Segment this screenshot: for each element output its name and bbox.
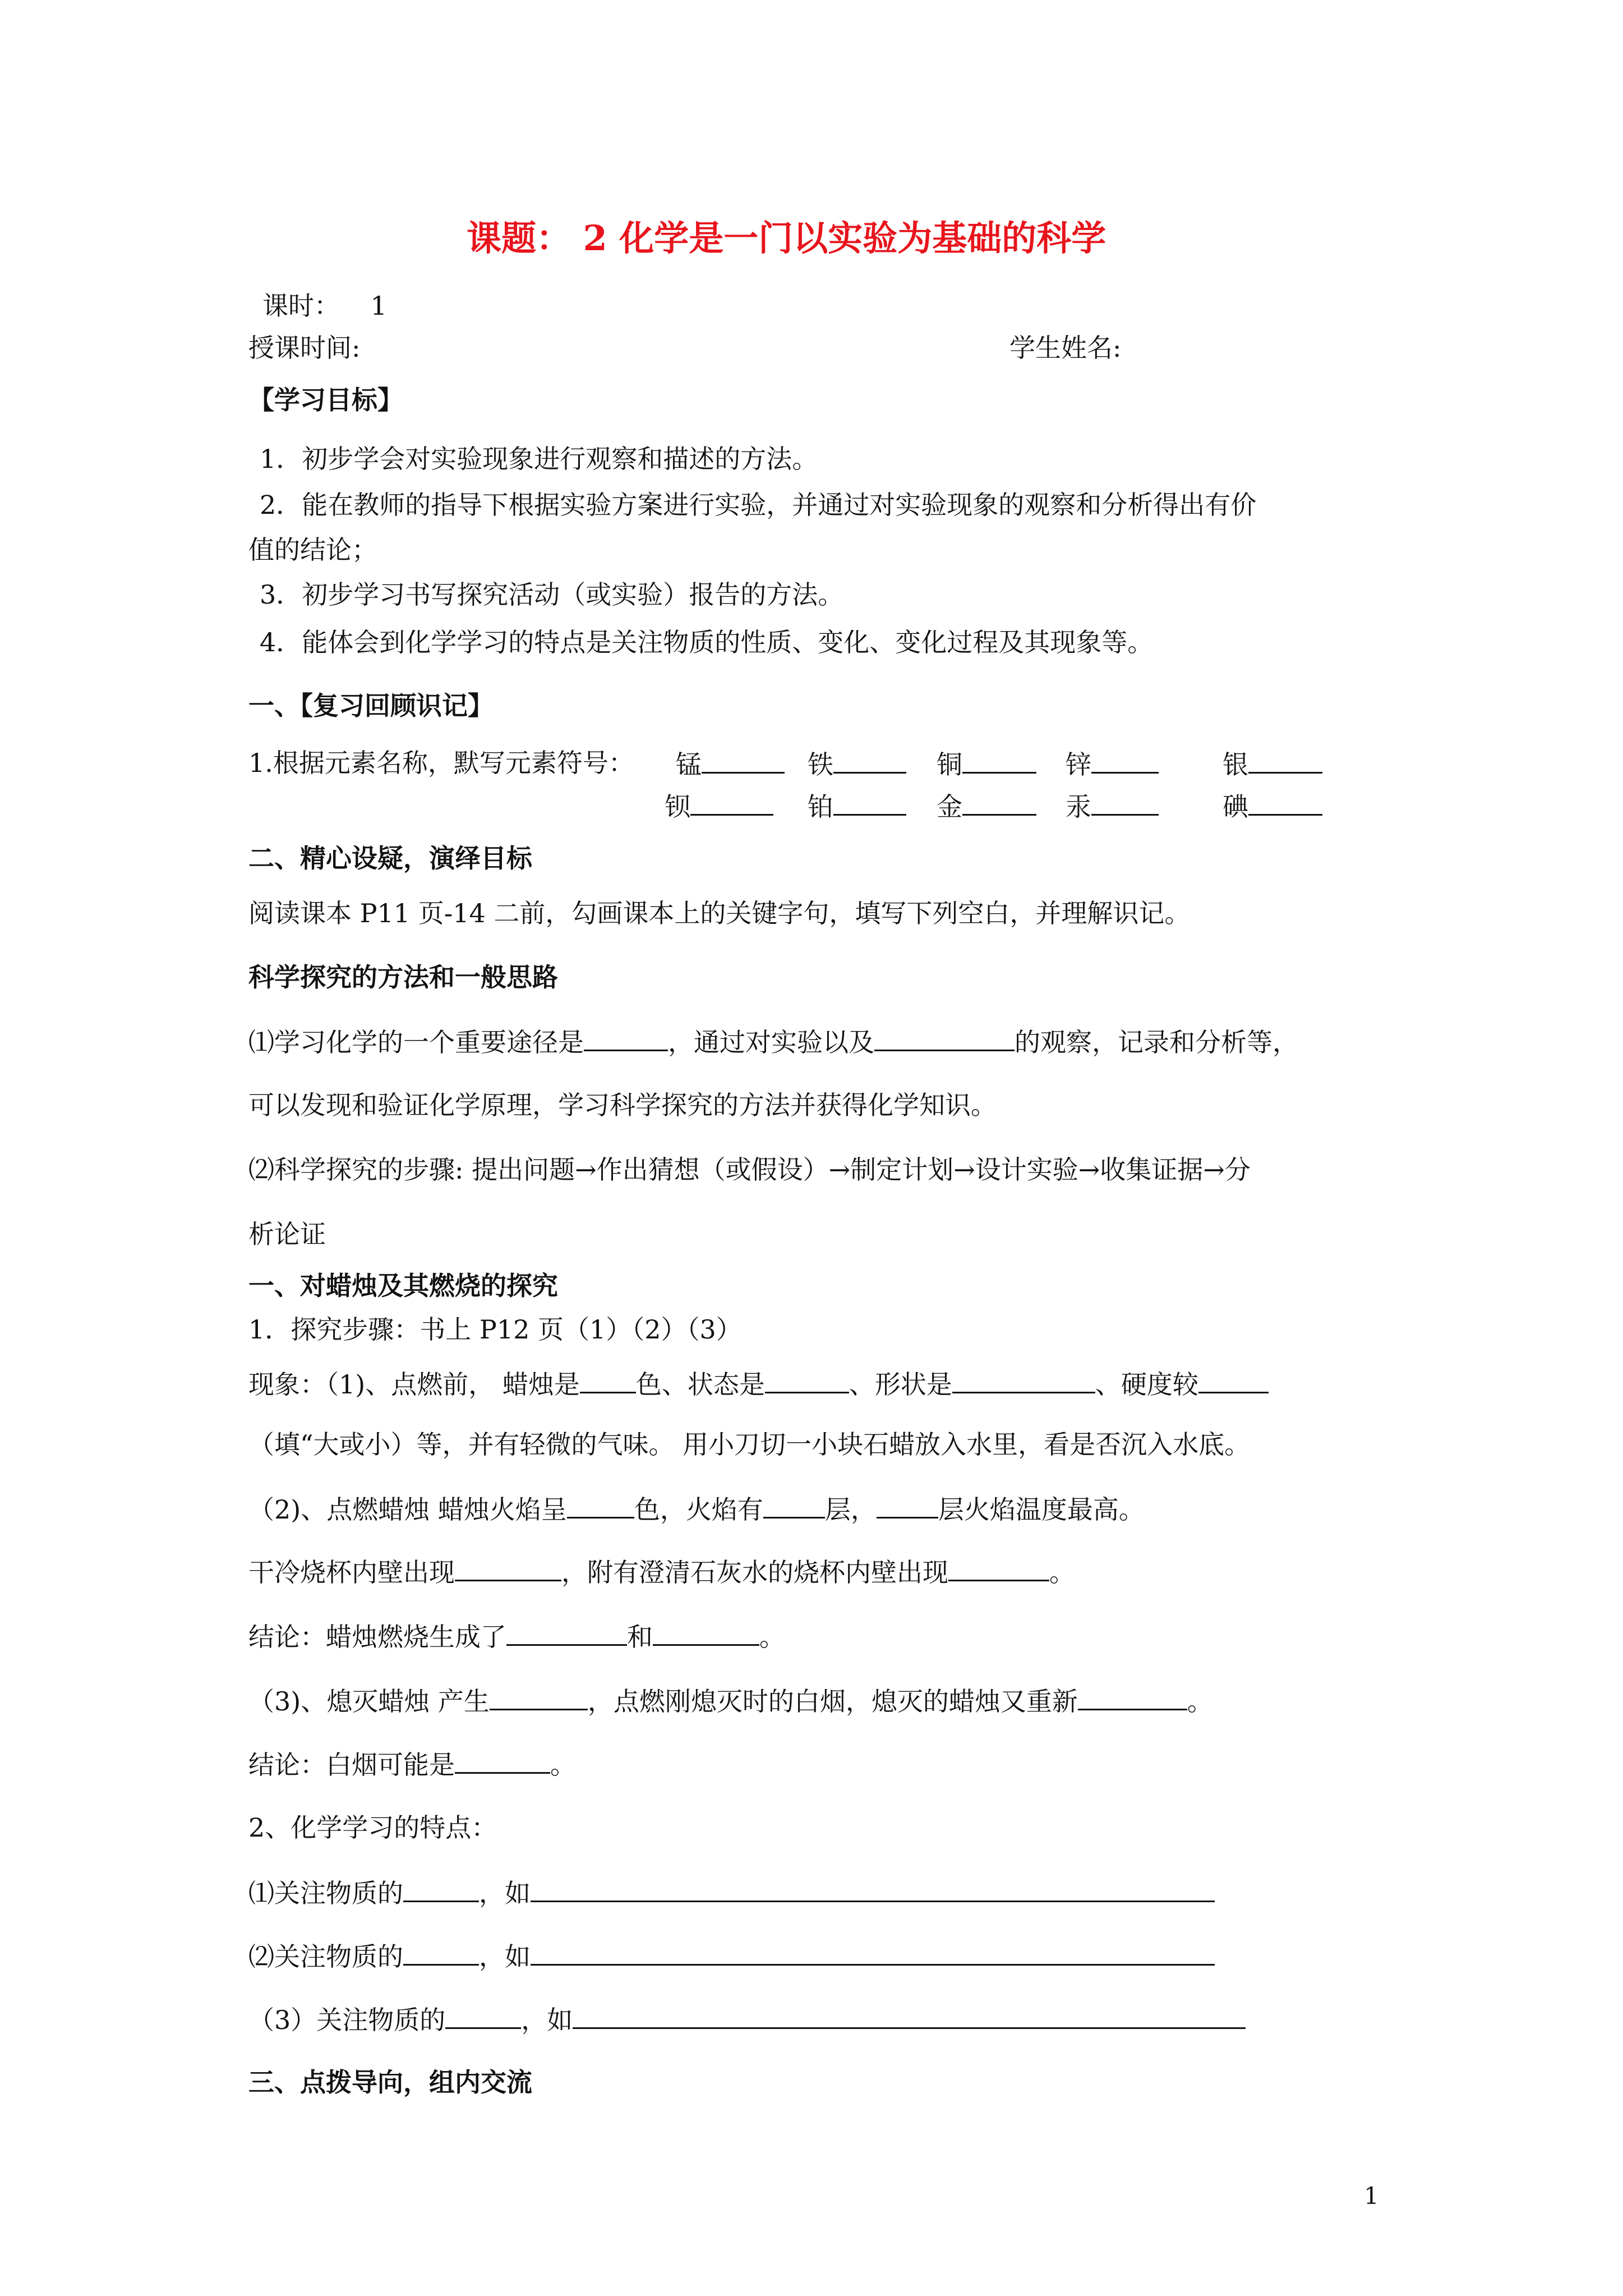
element-name: 钡 bbox=[665, 792, 690, 822]
element-zinc bbox=[1066, 746, 1159, 781]
features-heading: 2、化学学习的特点： bbox=[248, 1812, 497, 1843]
goal-item-1: 1．初步学会对实验现象进行观察和描述的方法。 bbox=[260, 444, 818, 474]
text: 层， bbox=[824, 1494, 877, 1525]
review-prompt: 1.根据元素名称，默写元素符号： bbox=[248, 748, 634, 778]
method-point-1-cont: 可以发现和验证化学原理，学习科学探究的方法并获得化学知识。 bbox=[248, 1090, 997, 1120]
feature-1 bbox=[248, 1875, 1215, 1910]
element-name: 汞 bbox=[1066, 792, 1091, 822]
answer-blank[interactable] bbox=[445, 2001, 521, 2029]
answer-blank[interactable] bbox=[1248, 746, 1322, 774]
answer-blank[interactable] bbox=[403, 1938, 479, 1966]
answer-blank[interactable] bbox=[1091, 788, 1159, 816]
answer-blank[interactable] bbox=[1078, 1683, 1187, 1710]
answer-blank[interactable] bbox=[833, 746, 906, 774]
text: 层火焰温度最高。 bbox=[938, 1494, 1145, 1525]
phenomenon-1 bbox=[248, 1366, 1269, 1401]
method-point-2-cont: 析论证 bbox=[248, 1219, 326, 1249]
element-iodine bbox=[1223, 788, 1322, 823]
conclusion-2 bbox=[248, 1746, 576, 1782]
element-manganese bbox=[676, 746, 785, 781]
student-name-label: 学生姓名: bbox=[1009, 333, 1122, 363]
text: 结论：白烟可能是 bbox=[248, 1750, 455, 1780]
answer-blank[interactable] bbox=[1248, 788, 1322, 816]
page-title: 课题： 2 化学是一门以实验为基础的科学 bbox=[467, 218, 1106, 259]
text: 干冷烧杯内壁出现 bbox=[248, 1557, 455, 1588]
teaching-time-label: 授课时间: bbox=[248, 333, 361, 363]
goal-item-4: 4．能体会到化学学习的特点是关注物质的性质、变化、变化过程及其现象等。 bbox=[260, 627, 1154, 657]
text: 、硬度较 bbox=[1095, 1369, 1198, 1400]
phenomenon-4 bbox=[248, 1683, 1213, 1718]
conclusion-1 bbox=[248, 1618, 785, 1654]
text: ，附有澄清石灰水的烧杯内壁出现 bbox=[561, 1557, 948, 1588]
phenomenon-2 bbox=[248, 1491, 1145, 1526]
answer-blank[interactable] bbox=[455, 1554, 561, 1581]
text: 。 bbox=[1049, 1557, 1075, 1588]
text: 色，火焰有 bbox=[634, 1494, 763, 1525]
element-gold bbox=[937, 788, 1036, 823]
answer-blank[interactable] bbox=[584, 1024, 668, 1051]
reading-instruction: 阅读课本 P11 页-14 二前，勾画课本上的关键字句，填写下列空白，并理解识记。 bbox=[248, 898, 1191, 928]
element-name: 碘 bbox=[1223, 792, 1248, 822]
answer-blank[interactable] bbox=[1091, 746, 1159, 774]
review-heading: 一、【复习回顾识记】 bbox=[248, 691, 494, 721]
text: 和 bbox=[627, 1622, 653, 1652]
text: 色、状态是 bbox=[635, 1369, 765, 1400]
answer-blank[interactable] bbox=[1198, 1366, 1269, 1393]
element-name: 锌 bbox=[1066, 749, 1091, 780]
text: （3)、熄灭蜡烛 产生 bbox=[248, 1686, 490, 1717]
answer-blank[interactable] bbox=[580, 1366, 636, 1393]
phenomenon-1-cont: （填“大或小）等，并有轻微的气味。 用小刀切一小块石蜡放入水里，看是否沉入水底。 bbox=[248, 1429, 1251, 1460]
goal-item-2-cont: 值的结论； bbox=[248, 535, 377, 565]
phenomenon-3 bbox=[248, 1554, 1075, 1589]
goals-heading: 【学习目标】 bbox=[248, 385, 403, 415]
answer-blank[interactable] bbox=[690, 788, 773, 816]
text: （3）关注物质的 bbox=[248, 2005, 446, 2035]
method-subheading: 科学探究的方法和一般思路 bbox=[248, 962, 558, 992]
text: 现象：（1)、点燃前， 蜡烛是 bbox=[248, 1369, 580, 1400]
answer-blank[interactable] bbox=[952, 1366, 1095, 1393]
answer-blank[interactable] bbox=[573, 2001, 1246, 2029]
lesson-label-text: 课时： bbox=[262, 291, 340, 321]
text: ⑴关注物质的 bbox=[248, 1878, 403, 1908]
answer-blank[interactable] bbox=[877, 1491, 938, 1519]
text: 结论：蜡烛燃烧生成了 bbox=[248, 1622, 506, 1652]
element-copper bbox=[937, 746, 1036, 781]
element-silver bbox=[1223, 746, 1322, 781]
element-name: 铁 bbox=[808, 749, 833, 780]
element-name: 铂 bbox=[808, 792, 833, 822]
element-name: 铜 bbox=[937, 749, 962, 780]
answer-blank[interactable] bbox=[490, 1683, 588, 1710]
answer-blank[interactable] bbox=[653, 1618, 759, 1646]
text: （2)、点燃蜡烛 蜡烛火焰呈 bbox=[248, 1494, 567, 1525]
candle-heading: 一、对蜡烛及其燃烧的探究 bbox=[248, 1271, 558, 1301]
element-iron bbox=[808, 746, 906, 781]
element-name: 金 bbox=[937, 792, 962, 822]
answer-blank[interactable] bbox=[962, 746, 1036, 774]
feature-3 bbox=[248, 2001, 1246, 2037]
section3-heading: 三、点拨导向，组内交流 bbox=[248, 2067, 532, 2097]
answer-blank[interactable] bbox=[763, 1491, 825, 1519]
answer-blank[interactable] bbox=[455, 1746, 550, 1774]
feature-2 bbox=[248, 1938, 1215, 1973]
element-name: 银 bbox=[1223, 749, 1248, 780]
section2-heading: 二、精心设疑，演绎目标 bbox=[248, 843, 532, 873]
text: 、形状是 bbox=[849, 1369, 952, 1400]
answer-blank[interactable] bbox=[567, 1491, 634, 1519]
answer-blank[interactable] bbox=[833, 788, 906, 816]
text: ⑵关注物质的 bbox=[248, 1941, 403, 1972]
answer-blank[interactable] bbox=[506, 1618, 627, 1646]
answer-blank[interactable] bbox=[948, 1554, 1049, 1581]
text: ，如 bbox=[479, 1941, 531, 1972]
answer-blank[interactable] bbox=[962, 788, 1036, 816]
element-name: 锰 bbox=[676, 749, 702, 780]
answer-blank[interactable] bbox=[531, 1938, 1215, 1966]
answer-blank[interactable] bbox=[403, 1875, 479, 1902]
text: ，如 bbox=[479, 1878, 531, 1908]
lesson-label bbox=[262, 289, 387, 323]
goal-item-3: 3．初步学习书写探究活动（或实验）报告的方法。 bbox=[260, 579, 844, 610]
answer-blank[interactable] bbox=[531, 1875, 1215, 1902]
element-barium bbox=[665, 788, 773, 823]
page-number: 1 bbox=[1364, 2182, 1379, 2210]
element-platinum bbox=[808, 788, 906, 823]
element-mercury bbox=[1066, 788, 1159, 823]
text: 。 bbox=[759, 1622, 785, 1652]
method-point-2: ⑵科学探究的步骤: 提出问题→作出猜想（或假设）→制定计划→设计实验→收集证据→分 bbox=[248, 1154, 1251, 1185]
text: 。 bbox=[550, 1750, 576, 1780]
text: ⑴学习化学的一个重要途径是 bbox=[248, 1027, 584, 1057]
goal-item-2: 2．能在教师的指导下根据实验方案进行实验，并通过对实验现象的观察和分析得出有价 bbox=[260, 490, 1257, 520]
answer-blank[interactable] bbox=[874, 1024, 1015, 1051]
text: ，如 bbox=[521, 2005, 573, 2035]
text: ，点燃刚熄灭时的白烟，熄灭的蜡烛又重新 bbox=[587, 1686, 1078, 1717]
answer-blank[interactable] bbox=[765, 1366, 849, 1393]
candle-steps: 1．探究步骤：书上 P12 页（1）（2）（3） bbox=[248, 1314, 742, 1345]
answer-blank[interactable] bbox=[702, 746, 785, 774]
lesson-value: 1 bbox=[370, 291, 387, 321]
text: 。 bbox=[1187, 1686, 1213, 1717]
text: 的观察，记录和分析等， bbox=[1015, 1027, 1298, 1057]
method-point-1 bbox=[248, 1024, 1298, 1059]
text: ，通过对实验以及 bbox=[668, 1027, 874, 1057]
